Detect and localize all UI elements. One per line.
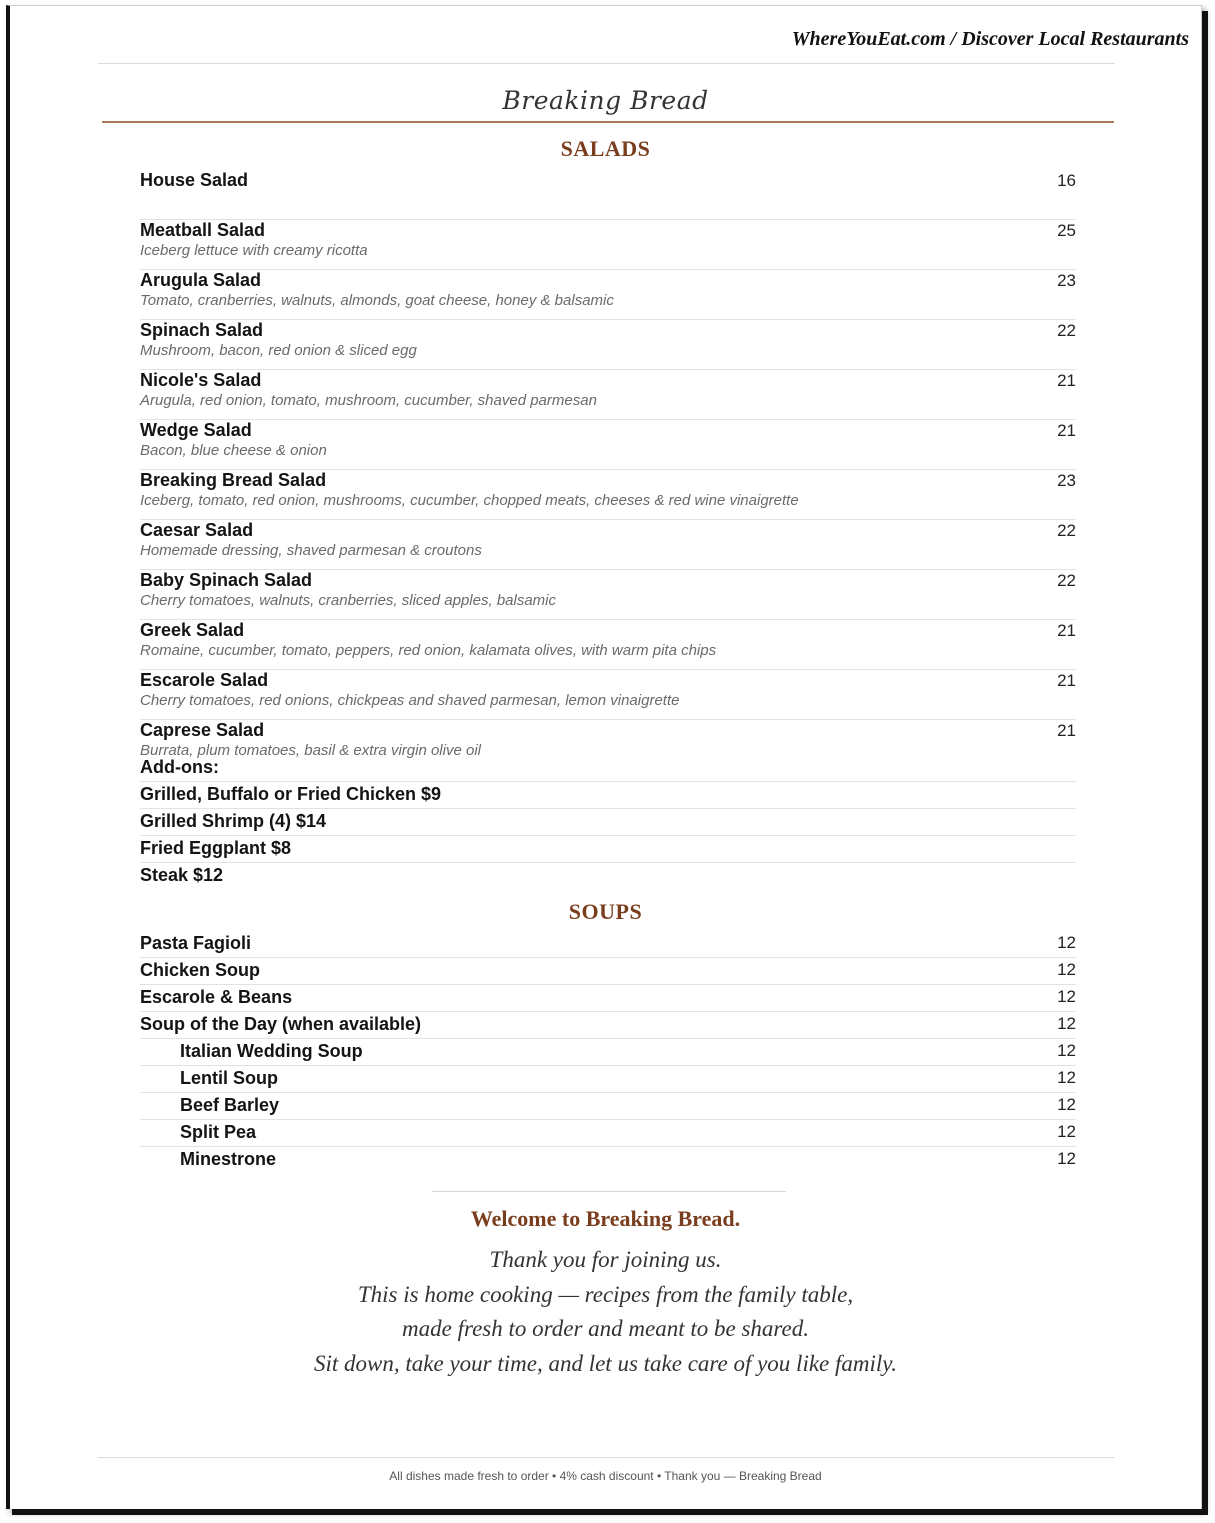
item-price: 25 bbox=[1057, 221, 1076, 240]
restaurant-brand: Breaking Bread bbox=[502, 86, 709, 115]
menu-item bbox=[140, 520, 1076, 570]
soup-of-day-option bbox=[140, 1147, 1076, 1173]
item-name: Caesar Salad bbox=[140, 520, 254, 540]
item-price: 12 bbox=[1057, 1122, 1076, 1141]
item-name: Arugula Salad bbox=[140, 270, 262, 290]
item-price: 12 bbox=[1057, 1068, 1076, 1087]
item-name: Split Pea bbox=[180, 1122, 257, 1142]
item-description: Iceberg, tomato, red onion, mushrooms, cucumber, chopped meats, cheeses & red wine vinaigrette bbox=[140, 492, 799, 509]
soup-item bbox=[140, 958, 1076, 985]
soup-item bbox=[140, 931, 1076, 958]
item-name: Italian Wedding Soup bbox=[180, 1041, 363, 1061]
item-price: 21 bbox=[1057, 721, 1076, 740]
addon-item bbox=[140, 863, 1076, 889]
welcome-divider bbox=[432, 1191, 786, 1192]
welcome-line: Sit down, take your time, and let us take care of you like family. bbox=[314, 1351, 897, 1377]
item-price: 21 bbox=[1057, 421, 1076, 440]
menu-item bbox=[140, 170, 1076, 220]
soup-of-day-option bbox=[140, 1039, 1076, 1066]
menu-item bbox=[140, 620, 1076, 670]
item-name: Wedge Salad bbox=[140, 420, 252, 440]
item-description: Iceberg lettuce with creamy ricotta bbox=[140, 242, 368, 259]
item-description: Arugula, red onion, tomato, mushroom, cucumber, shaved parmesan bbox=[140, 392, 597, 409]
soup-of-day-option bbox=[140, 1066, 1076, 1093]
soups-section-title: SOUPS bbox=[568, 899, 643, 924]
item-description: Burrata, plum tomatoes, basil & extra virgin olive oil bbox=[140, 742, 481, 759]
soup-item bbox=[140, 985, 1076, 1012]
addons-list bbox=[140, 755, 1076, 889]
item-name: Caprese Salad bbox=[140, 720, 265, 740]
item-description: Tomato, cranberries, walnuts, almonds, goat cheese, honey & balsamic bbox=[140, 292, 614, 309]
item-price: 22 bbox=[1057, 571, 1076, 590]
top-divider bbox=[98, 63, 1115, 64]
item-price: 12 bbox=[1057, 1041, 1076, 1060]
item-price: 12 bbox=[1057, 1149, 1076, 1168]
item-name: Beef Barley bbox=[180, 1095, 280, 1115]
item-description: Homemade dressing, shaved parmesan & croutons bbox=[140, 542, 482, 559]
item-name: Chicken Soup bbox=[140, 960, 261, 980]
item-price: 12 bbox=[1057, 960, 1076, 979]
addon-item bbox=[140, 836, 1076, 863]
item-name: Spinach Salad bbox=[140, 320, 264, 340]
item-name: Soup of the Day (when available) bbox=[140, 1014, 422, 1034]
menu-item bbox=[140, 420, 1076, 470]
addons-heading bbox=[140, 755, 1076, 782]
soup-item bbox=[140, 1012, 1076, 1039]
item-price: 12 bbox=[1057, 987, 1076, 1006]
item-name: Meatball Salad bbox=[140, 220, 266, 240]
welcome-message bbox=[10, 1243, 1201, 1382]
addon-label: Steak $12 bbox=[140, 865, 224, 885]
menu-item bbox=[140, 470, 1076, 520]
item-name: Minestrone bbox=[180, 1149, 277, 1169]
welcome-line: Thank you for joining us. bbox=[489, 1247, 722, 1272]
addon-label: Grilled, Buffalo or Fried Chicken $9 bbox=[140, 784, 442, 804]
salads-section-title: SALADS bbox=[560, 136, 651, 161]
item-price: 12 bbox=[1057, 1095, 1076, 1114]
menu-page bbox=[6, 5, 1202, 1509]
item-price: 12 bbox=[1057, 1014, 1076, 1033]
addon-item bbox=[140, 809, 1076, 836]
item-price: 23 bbox=[1057, 271, 1076, 290]
item-price: 16 bbox=[1057, 171, 1076, 190]
item-price: 21 bbox=[1057, 621, 1076, 640]
item-price: 21 bbox=[1057, 671, 1076, 690]
menu-item bbox=[140, 370, 1076, 420]
addon-item bbox=[140, 782, 1076, 809]
item-name: Nicole's Salad bbox=[140, 370, 262, 390]
soup-of-day-option bbox=[140, 1093, 1076, 1120]
welcome-line: This is home cooking — recipes from the family table, bbox=[357, 1281, 854, 1307]
menu-item bbox=[140, 320, 1076, 370]
item-name: Escarole Salad bbox=[140, 670, 269, 690]
item-price: 22 bbox=[1057, 521, 1076, 540]
menu-item bbox=[140, 570, 1076, 620]
item-description: Romaine, cucumber, tomato, peppers, red onion, kalamata olives, with warm pita chips bbox=[140, 642, 717, 659]
addons-title: Add-ons: bbox=[140, 757, 219, 777]
site-header-link[interactable]: WhereYouEat.com / Discover Local Restaurants bbox=[791, 28, 1189, 50]
item-price: 23 bbox=[1057, 471, 1076, 490]
menu-item bbox=[140, 670, 1076, 720]
menu-item bbox=[140, 220, 1076, 270]
addon-label: Fried Eggplant $8 bbox=[140, 838, 292, 858]
addon-label: Grilled Shrimp (4) $14 bbox=[140, 811, 327, 831]
soup-of-day-option bbox=[140, 1120, 1076, 1147]
item-description: Cherry tomatoes, red onions, chickpeas and shaved parmesan, lemon vinaigrette bbox=[140, 692, 680, 709]
item-price: 22 bbox=[1057, 321, 1076, 340]
welcome-line: made fresh to order and meant to be shared. bbox=[402, 1316, 809, 1342]
page-footer: All dishes made fresh to order • 4% cash discount • Thank you — Breaking Bread bbox=[389, 1469, 822, 1483]
brand-divider bbox=[102, 121, 1114, 123]
bottom-divider bbox=[98, 1457, 1115, 1458]
item-price: 21 bbox=[1057, 371, 1076, 390]
item-price: 12 bbox=[1057, 933, 1076, 952]
item-name: Breaking Bread Salad bbox=[140, 470, 327, 490]
item-name: Pasta Fagioli bbox=[140, 933, 252, 953]
menu-item bbox=[140, 270, 1076, 320]
item-description: Mushroom, bacon, red onion & sliced egg bbox=[140, 342, 417, 359]
item-name: Greek Salad bbox=[140, 620, 245, 640]
item-name: House Salad bbox=[140, 170, 249, 190]
item-name: Baby Spinach Salad bbox=[140, 570, 313, 590]
welcome-title: Welcome to Breaking Bread. bbox=[470, 1206, 741, 1231]
soups-list bbox=[140, 931, 1076, 1173]
item-description: Bacon, blue cheese & onion bbox=[140, 442, 327, 459]
item-description: Cherry tomatoes, walnuts, cranberries, sliced apples, balsamic bbox=[140, 592, 557, 609]
salads-list bbox=[140, 170, 1076, 769]
item-name: Escarole & Beans bbox=[140, 987, 293, 1007]
item-name: Lentil Soup bbox=[180, 1068, 278, 1088]
